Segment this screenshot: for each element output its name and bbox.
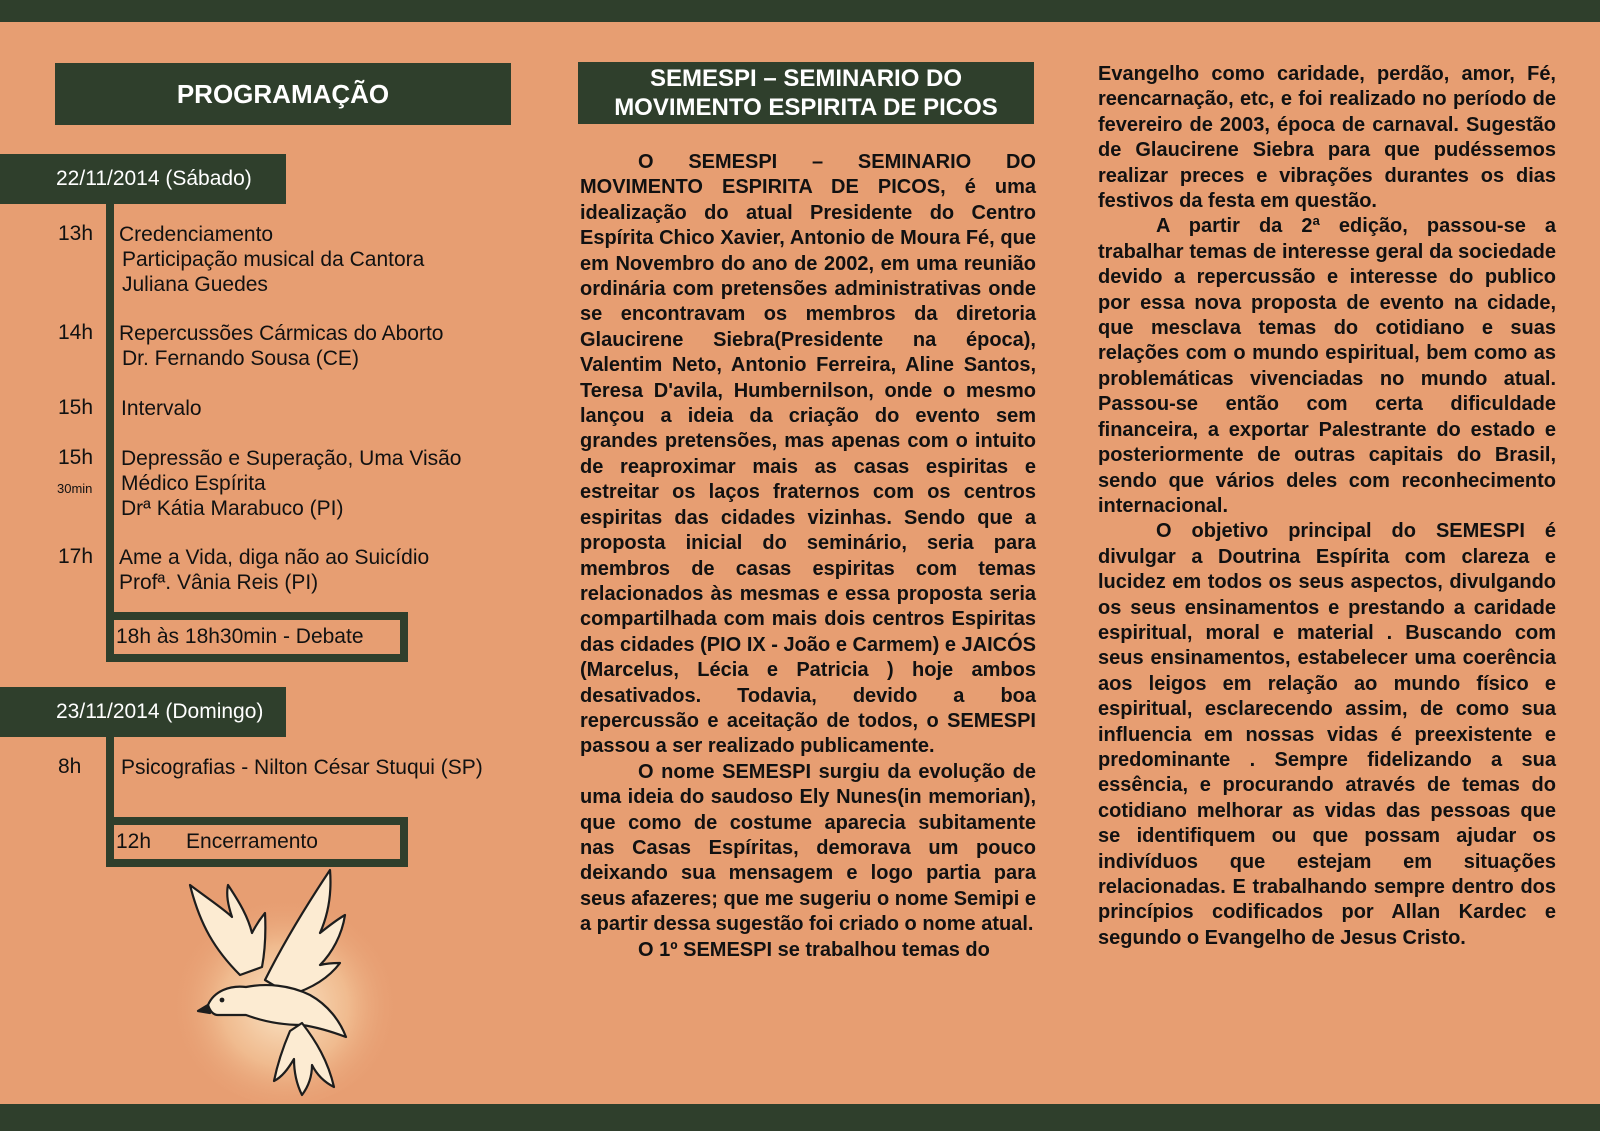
event-line: Psicografias - Nilton César Stuqui (SP) — [121, 756, 483, 779]
event-time: 15h — [58, 396, 94, 419]
article-paragraph: O nome SEMESPI surgiu da evolução de uma ideia do saudoso Ely Nunes(in memorian), que como de costume aparecia subitamente nas Casas Espíritas, demorava um pouco deixando sua mensagem e logo partia para seus afazeres; que me sugeriu o nome Semipi e a partir dessa sugestão foi criado o nome atual. — [580, 760, 1036, 936]
article-title-line: MOVIMENTO ESPIRITA DE PICOS — [614, 94, 998, 121]
event-line: Drª Kátia Marabuco (PI) — [121, 497, 344, 520]
event-line: Profª. Vânia Reis (PI) — [119, 571, 319, 594]
event-line: Intervalo — [121, 397, 202, 420]
event-line: Médico Espírita — [121, 472, 266, 495]
event-line: Ame a Vida, diga não ao Suicídio — [119, 546, 430, 569]
bottom-band — [0, 1104, 1600, 1131]
debate-box: 18h às 18h30min - Debate — [106, 612, 408, 662]
article-paragraph: O SEMESPI – SEMINARIO DO MOVIMENTO ESPIRITA DE PICOS, é uma idealização do atual Presidente do Centro Espírita Chico Xavier, Antonio de Moura Fé, que em Novembro do ano de 2002, em uma reunião ordinária com pretensões administrativas onde se encontravam os membros da diretoria Glaucirene Siebra(Presidente na época), Valentim Neto, Antonio Ferreira, Aline Santos, Teresa D'avila, Humbernilson, onde o mesmo lançou a ideia da criação do evento sem grandes pretensões, mas apenas com o intuito de reaproximar mais as casas espiritas e estreitar os laços fraternos com os centros espiritas das cidades vizinhas. Sendo que a proposta inicial do seminário, seria para membros de casas espiritas com temas relacionados às mesmas e essa proposta seria compartilhada com mais dois centros Espiritas das cidades (PIO IX - João e Carmem) e JAICÓS (Marcelus, Lécia e Patricia ) hoje ambos desativados. Todavia, devido a boa repercussão e aceitação de todos, o SEMESPI passou a ser realizado publicamente. — [580, 151, 1036, 758]
article-column-2 — [580, 150, 1036, 963]
event-item — [121, 446, 461, 521]
article-title-line: SEMESPI – SEMINARIO DO — [649, 65, 963, 92]
event-line: Dr. Fernando Sousa (CE) — [122, 347, 359, 370]
event-item — [121, 396, 202, 421]
event-line: Participação musical da Cantora — [122, 248, 425, 271]
event-time: 14h — [58, 321, 94, 344]
article-column-3 — [1098, 62, 1556, 951]
event-time: 13h — [58, 222, 94, 245]
event-item — [119, 545, 429, 595]
day2-date-bar: 23/11/2014 (Domingo) — [0, 687, 286, 737]
program-title: PROGRAMAÇÃO — [55, 63, 511, 125]
article-paragraph: A partir da 2ª edição, passou-se a trabalhar temas de interesse geral da sociedade devido a repercussão e interesse do publico por essa nova proposta de evento na cidade, que mesclava temas do cotidiano e suas relações com o mundo espiritual, bem como as problemáticas vivenciadas no mundo atual. Passou-se então com certa dificuldade financeira, a exportar Palestrante do estado e posteriormente de outras capitais do Brasil, sendo que vários deles com reconhecimento internacional. — [1098, 215, 1556, 517]
day1-timeline — [106, 204, 114, 652]
event-item — [119, 321, 444, 371]
event-line: Juliana Guedes — [122, 273, 268, 296]
event-item — [119, 222, 424, 297]
article-paragraph: O objetivo principal do SEMESPI é divulgar a Doutrina Espírita com clareza e lucidez em todos os seus aspectos, divulgando os seus ensinamentos e prestando a caridade espiritual, moral e material . Buscando com seus ensinamentos, estabelecer uma coerência aos leigos em relação ao mundo físico e espiritual, esclarecendo assim, de como sua influencia em nossas vidas é preexistente e predominante . Sempre fidelizando a sua essência, e procurando através de temas do cotidiano melhorar as vidas das pessoas que se identifiquem ou que possam ajudar os indivíduos que estejam em situações relacionadas. E trabalhando sempre dentro dos princípios codificados por Allan Kardec e segundo o Evangelho de Jesus Cristo. — [1098, 520, 1556, 949]
closing-box: 12h Encerramento — [106, 817, 408, 867]
event-time: 8h — [58, 755, 82, 778]
event-time: 15h — [58, 446, 94, 469]
event-line: Credenciamento — [119, 223, 274, 246]
day1-date-bar: 22/11/2014 (Sábado) — [0, 154, 286, 204]
event-item — [121, 755, 483, 780]
article-title — [578, 62, 1034, 124]
event-time: 17h — [58, 545, 94, 568]
event-line: Depressão e Superação, Uma Visão — [121, 447, 462, 470]
event-time-sub: 30min — [57, 481, 93, 496]
article-paragraph: Evangelho como caridade, perdão, amor, Fé, reencarnação, etc, e foi realizado no período de fevereiro de 2003, época de carnaval. Sugestão de Glaucirene Siebra para que pudéssemos realizar preces e vibrações durantes os dias festivos da festa em questão. — [1098, 63, 1556, 213]
dove-icon — [170, 855, 400, 1105]
event-line: Repercussões Cármicas do Aborto — [119, 322, 444, 345]
top-band — [0, 0, 1600, 22]
article-paragraph: O 1º SEMESPI se trabalhou temas do — [638, 938, 990, 961]
